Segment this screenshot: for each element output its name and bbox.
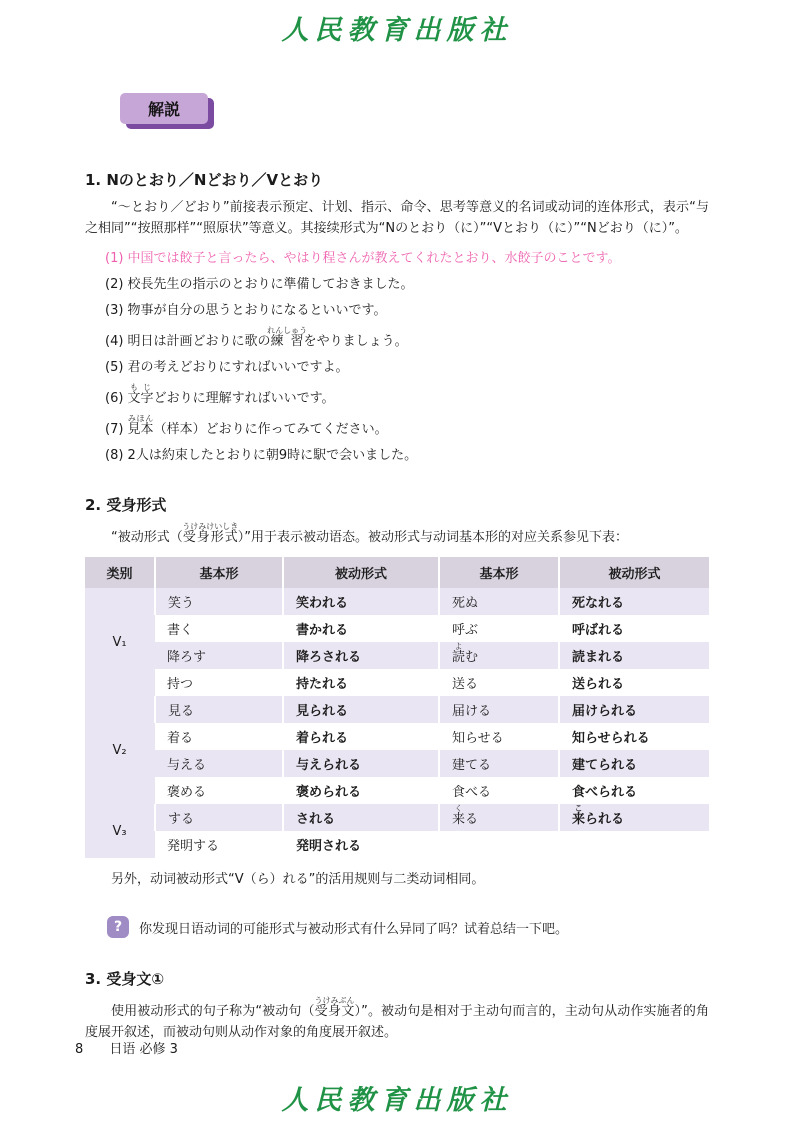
table-header-row	[85, 557, 709, 588]
passive-form-cell: 持たれる	[283, 669, 439, 696]
badge-row	[85, 93, 709, 125]
example-sentence: (8) 2人は約束したとおりに朝9時に駅で会いました。	[105, 448, 418, 463]
table-row	[85, 588, 709, 615]
basic-form-cell: 呼ぶ	[439, 615, 559, 642]
passive-form-cell: 笑われる	[283, 588, 439, 615]
page-footer	[75, 1038, 178, 1057]
section-1-body: “〜とおり／どおり”前接表示预定、计划、指示、命令、思考等意义的名词或动词的连体形式，表示“与之相同”“按照那样”“照原状”等意义。其接续形式为“Nのとおり（に）”“Vとおり（に）”“Nどおり（に）”。	[85, 200, 709, 236]
passive-form-table	[85, 557, 709, 858]
table-row	[85, 831, 709, 858]
page-number: 8	[75, 1042, 84, 1057]
example-sentence: (4) 明日は計画どおりに歌の練習れんしゅうをやりましょう。	[105, 326, 408, 349]
example-sentence: (3) 物事が自分の思うとおりになるといいです。	[105, 303, 387, 318]
basic-form-cell: する	[155, 804, 283, 831]
passive-form-cell: 降ろされる	[283, 642, 439, 669]
basic-form-cell: 降ろす	[167, 650, 207, 665]
passive-form-cell: 見られる	[283, 696, 439, 723]
basic-form-cell: 発明する	[167, 839, 220, 854]
basic-form-cell	[439, 831, 559, 858]
passive-form-cell: 発明される	[283, 831, 439, 858]
section-2-heading: 2. 受身形式	[85, 496, 167, 514]
question-text: 你发现日语动词的可能形式与被动形式有什么异同了吗？试着总结一下吧。	[139, 921, 569, 937]
badge-label: 解説	[148, 100, 181, 119]
basic-form-cell: 送る	[439, 669, 559, 696]
basic-form-cell: 与える	[167, 758, 207, 773]
section-3-body: 使用被动形式的句子称为“被动句（受身文うけみぶん）”。被动句是相对于主动句而言的，主动句从动作实施者的角度展开叙述，而被动句则从动作对象的角度展开叙述。	[85, 996, 709, 1040]
basic-form-cell: 着る	[167, 731, 194, 746]
table-row	[85, 669, 709, 696]
question-mark-icon: ?	[107, 916, 129, 938]
basic-form-cell: 死ぬ	[439, 588, 559, 615]
basic-form-cell: 知らせる	[439, 723, 559, 750]
basic-form-cell: 持つ	[167, 677, 194, 692]
passive-form-cell: 読まれる	[559, 642, 709, 669]
passive-form-cell: 知らせられる	[559, 723, 709, 750]
passive-form-cell: 建てられる	[559, 750, 709, 777]
table-row	[85, 642, 709, 669]
publisher-logo-bottom: 人民教育出版社	[281, 1085, 513, 1116]
basic-form-cell: 読よむ	[439, 642, 559, 669]
example-sentence: (6) 文字もじどおりに理解すればいいです。	[105, 383, 335, 406]
passive-form-cell: 届けられる	[559, 696, 709, 723]
basic-form-cell: 褒める	[167, 785, 207, 800]
passive-form-cell: 書かれる	[283, 615, 439, 642]
basic-form-cell: 見る	[155, 696, 283, 723]
basic-form-cell: 来くる	[439, 804, 559, 831]
passive-form-cell: 食べられる	[559, 777, 709, 804]
section-2-body: “被动形式（受身形式うけみけいしき）”用于表示被动语态。被动形式与动词基本形的对应关系参见下表：	[111, 522, 629, 545]
example-sentence: (5) 君の考えどおりにすればいいですよ。	[105, 360, 349, 375]
section-3-heading: 3. 受身文①	[85, 970, 165, 988]
basic-form-cell: 建てる	[439, 750, 559, 777]
basic-form-cell: 届ける	[439, 696, 559, 723]
table-body	[85, 588, 709, 858]
passive-form-cell: 呼ばれる	[559, 615, 709, 642]
verb-class-cell: V₂	[112, 742, 127, 758]
example-list	[85, 248, 709, 466]
table-note: 另外，动词被动形式“V（ら）れる”的活用规则与二类动词相同。	[111, 872, 485, 887]
passive-form-cell: 与えられる	[283, 750, 439, 777]
question-prompt	[85, 916, 709, 938]
passive-form-cell: 来こられる	[559, 804, 709, 831]
publisher-logo-top: 人民教育出版社	[281, 15, 513, 46]
passive-form-cell: 死なれる	[559, 588, 709, 615]
passive-form-cell: 褒められる	[283, 777, 439, 804]
basic-form-cell: 食べる	[439, 777, 559, 804]
table-header-cell: 基本形	[155, 557, 283, 588]
table-row	[85, 804, 709, 831]
page-content	[0, 93, 794, 1043]
table-header-cell: 类别	[85, 557, 155, 588]
table-row	[85, 723, 709, 750]
basic-form-cell: 笑う	[155, 588, 283, 615]
table-row	[85, 750, 709, 777]
table-row	[85, 777, 709, 804]
book-label: 日语 必修 3	[109, 1042, 178, 1057]
passive-form-cell: 送られる	[559, 669, 709, 696]
passive-form-cell: される	[283, 804, 439, 831]
example-sentence: (7) 見本みほん（样本）どおりに作ってみてください。	[105, 414, 388, 437]
table-header-cell: 被动形式	[283, 557, 439, 588]
verb-class-cell: V₃	[112, 823, 127, 839]
passive-form-cell	[559, 831, 709, 858]
example-sentence: (2) 校長先生の指示のとおりに準備しておきました。	[105, 277, 414, 292]
section-badge	[120, 93, 208, 124]
basic-form-cell: 書く	[167, 623, 194, 638]
section-1-heading: 1. Nのとおり／Nどおり／Vとおり	[85, 171, 324, 189]
table-header-cell: 被动形式	[559, 557, 709, 588]
passive-form-cell: 着られる	[283, 723, 439, 750]
table-header-cell: 基本形	[439, 557, 559, 588]
verb-class-cell: V₁	[112, 634, 127, 650]
table-row	[85, 615, 709, 642]
example-sentence: (1) 中国では餃子と言ったら、やはり程さんが教えてくれたとおり、水餃子のことです。	[105, 251, 621, 266]
table-row	[85, 696, 709, 723]
